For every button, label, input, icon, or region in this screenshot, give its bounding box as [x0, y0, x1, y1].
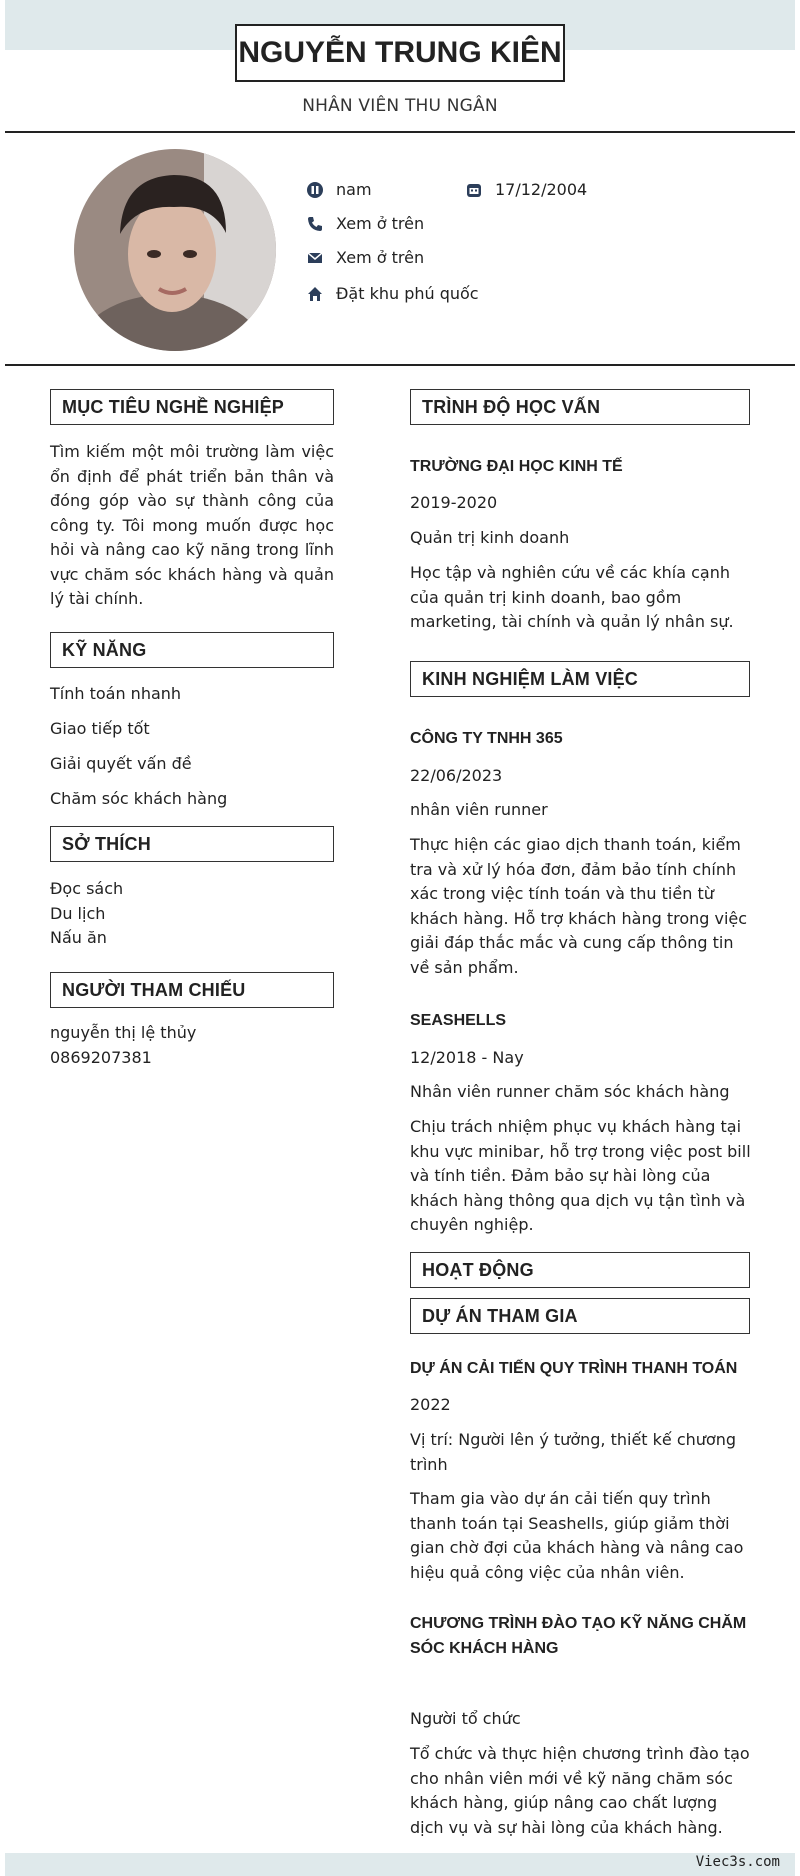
address-row	[306, 284, 479, 303]
project-role: Vị trí: Người lên ý tưởng, thiết kế chương trình	[410, 1430, 736, 1474]
profile-divider	[5, 364, 795, 366]
project-year: 2022	[410, 1395, 451, 1414]
section-experience-title: KINH NGHIỆM LÀM VIỆC	[410, 661, 750, 697]
email-icon	[306, 249, 324, 267]
phone-value: Xem ở trên	[336, 214, 425, 233]
reference-name: nguyễn thị lệ thủy	[50, 1023, 197, 1042]
skill-item: Giao tiếp tốt	[50, 719, 150, 738]
job-date: 22/06/2023	[410, 766, 503, 785]
section-education-title: TRÌNH ĐỘ HỌC VẤN	[410, 389, 750, 425]
watermark: Viec3s.com	[695, 1854, 780, 1870]
skill-item: Tính toán nhanh	[50, 684, 182, 703]
hobby-item: Du lịch	[50, 903, 106, 923]
footer-band	[5, 1853, 795, 1876]
job-company: CÔNG TY TNHH 365	[410, 730, 563, 747]
job-position: Nhân viên runner chăm sóc khách hàng	[410, 1082, 730, 1101]
calendar-icon	[465, 181, 483, 199]
job-title: NHÂN VIÊN THU NGÂN	[302, 96, 498, 116]
section-hobbies-title: SỞ THÍCH	[50, 826, 334, 862]
project-name: DỰ ÁN CẢI TIẾN QUY TRÌNH THANH TOÁN	[410, 1360, 738, 1377]
section-skills-title: KỸ NĂNG	[50, 632, 334, 668]
hobbies-list	[50, 877, 334, 951]
skills-list	[50, 682, 334, 812]
section-activities-title: HOẠT ĐỘNG	[410, 1252, 750, 1288]
skill-item: Giải quyết vấn đề	[50, 754, 192, 773]
section-references-title: NGƯỜI THAM CHIẾU	[50, 972, 334, 1008]
address-value: Đặt khu phú quốc	[336, 284, 479, 303]
project-role: Người tổ chức	[410, 1709, 521, 1728]
gender-icon	[306, 181, 324, 199]
job-description: Thực hiện các giao dịch thanh toán, kiểm tra và xử lý hóa đơn, đảm bảo tính chính xác trong việc tính toán và thu tiền từ khách hàng. Hỗ trợ khách hàng trong việc giải đáp thắc mắc và cung cấp thông tin về sản phẩm.	[410, 835, 748, 977]
birthdate-value: 17/12/2004	[495, 180, 588, 199]
birthdate-row	[465, 180, 587, 199]
phone-icon	[306, 215, 324, 233]
objective-text: Tìm kiếm một môi trường làm việc ổn định để phát triển bản thân và đóng góp vào sự thành công của công ty. Tôi mong muốn được học hỏi và nâng cao kỹ năng trong lĩnh vực chăm sóc khách hàng và quản lý tài chính.	[50, 442, 334, 608]
hobby-item: Đọc sách	[50, 879, 124, 898]
project-description: Tham gia vào dự án cải tiến quy trình thanh toán tại Seashells, giúp giảm thời gian chờ đợi của khách hàng và nâng cao hiệu quả công việc của nhân viên.	[410, 1489, 744, 1582]
skill-item: Chăm sóc khách hàng	[50, 789, 228, 808]
hobby-item: Nấu ăn	[50, 928, 107, 947]
job-company: SEASHELLS	[410, 1012, 507, 1029]
project-name: CHƯƠNG TRÌNH ĐÀO TẠO KỸ NĂNG CHĂM SÓC KHÁCH HÀNG	[410, 1615, 747, 1657]
home-icon	[306, 285, 324, 303]
education-major: Quản trị kinh doanh	[410, 528, 570, 547]
phone-row	[306, 214, 424, 233]
section-objective-title: MỤC TIÊU NGHỀ NGHIỆP	[50, 389, 334, 425]
avatar	[74, 149, 276, 351]
reference-phone: 0869207381	[50, 1047, 152, 1067]
section-projects-title: DỰ ÁN THAM GIA	[410, 1298, 750, 1334]
project-description: Tổ chức và thực hiện chương trình đào tạo cho nhân viên mới về kỹ năng chăm sóc khách hàng, giúp nâng cao chất lượng dịch vụ và sự hài lòng của khách hàng.	[410, 1744, 750, 1837]
job-date: 12/2018 - Nay	[410, 1048, 524, 1067]
gender-value: nam	[336, 180, 372, 199]
education-period: 2019-2020	[410, 493, 498, 512]
education-description: Học tập và nghiên cứu về các khía cạnh của quản trị kinh doanh, bao gồm marketing, tài chính và quản lý nhân sự.	[410, 563, 734, 631]
email-value: Xem ở trên	[336, 248, 425, 267]
job-position: nhân viên runner	[410, 800, 548, 819]
education-school: TRƯỜNG ĐẠI HỌC KINH TẾ	[410, 458, 623, 475]
job-description: Chịu trách nhiệm phục vụ khách hàng tại khu vực minibar, hỗ trợ trong việc post bill và tính tiền. Đảm bảo sự hài lòng của khách hàng thông qua dịch vụ tận tình và chuyên nghiệp.	[410, 1117, 751, 1234]
email-row	[306, 248, 424, 267]
references-list	[50, 1021, 334, 1070]
header-divider	[5, 131, 795, 133]
gender-row	[306, 180, 372, 199]
candidate-name: NGUYỄN TRUNG KIÊN	[235, 24, 565, 82]
